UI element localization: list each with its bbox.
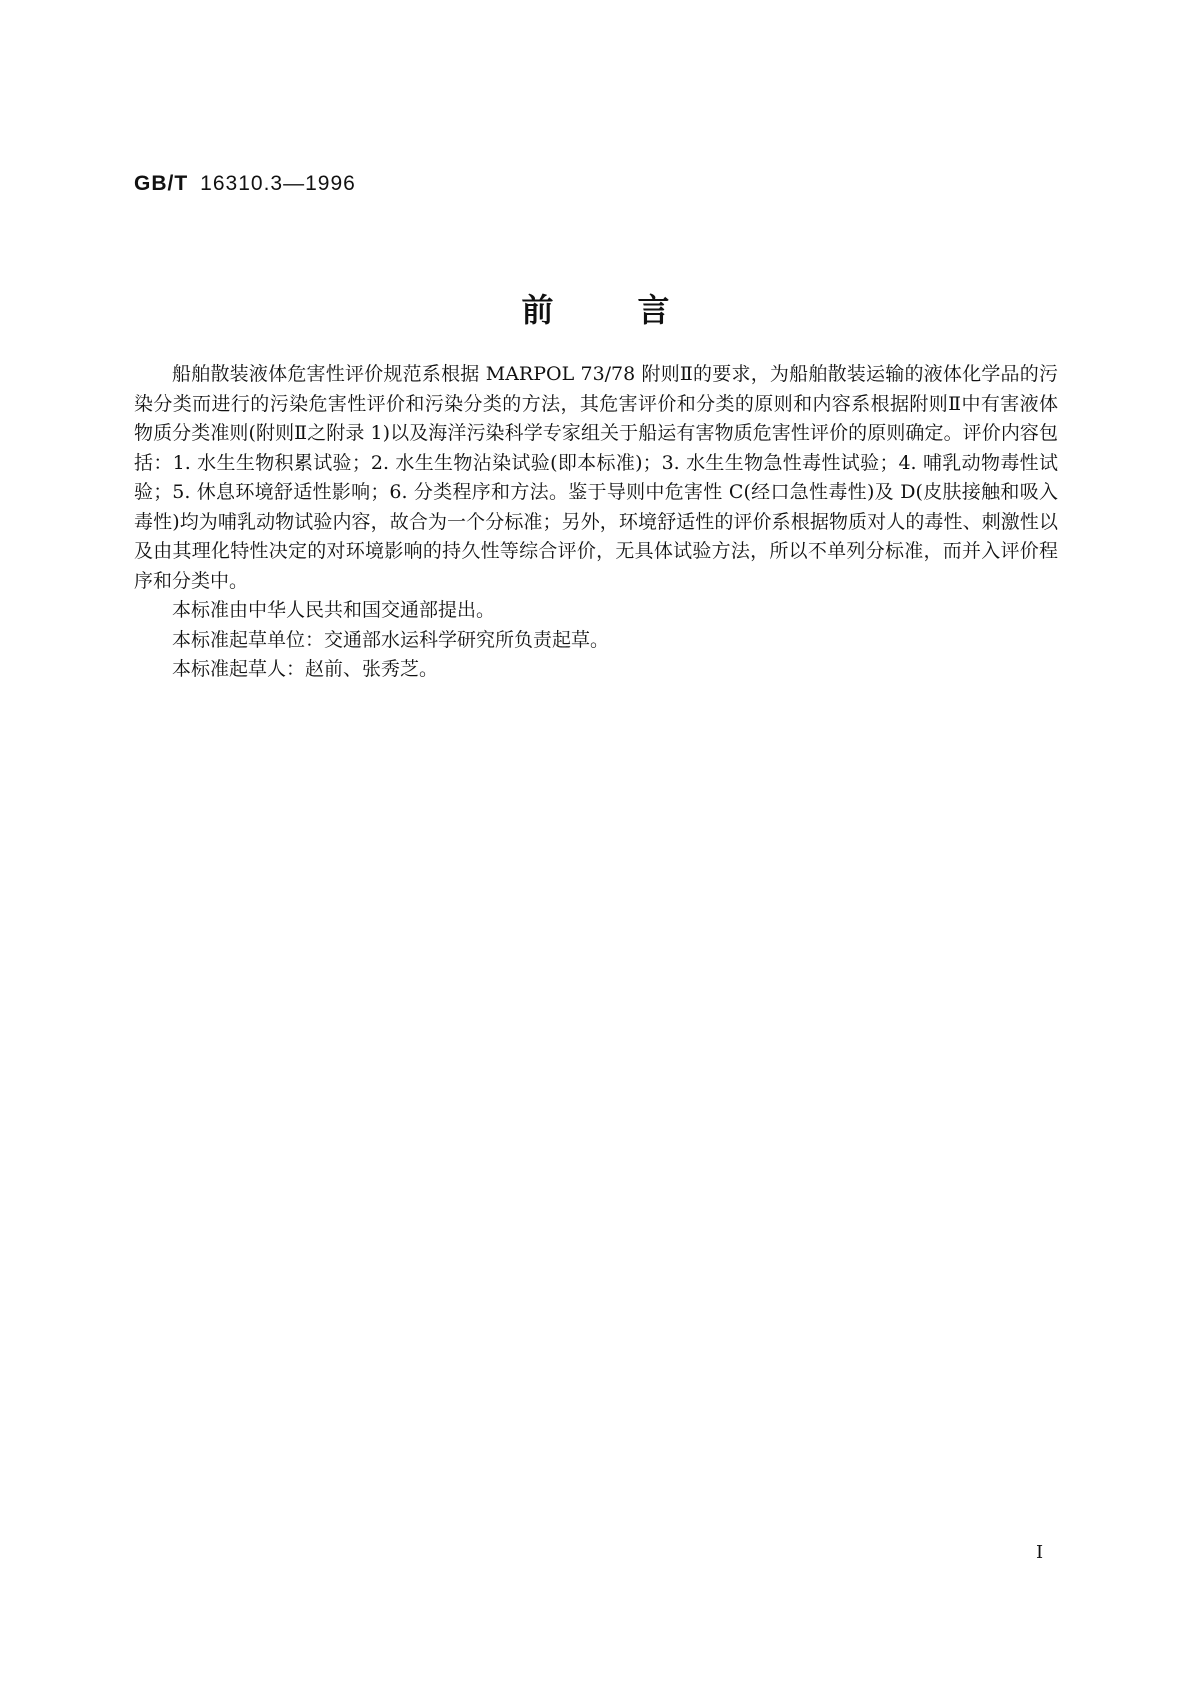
title-char-1: 前	[521, 291, 554, 329]
standard-code-prefix: GB/T	[134, 172, 189, 195]
paragraph-drafting-unit: 本标准起草单位：交通部水运科学研究所负责起草。	[172, 628, 610, 651]
page-number: Ⅰ	[1036, 1542, 1044, 1563]
foreword-body	[134, 360, 1058, 685]
standard-code-number: 16310.3—1996	[200, 172, 356, 195]
standard-code	[134, 172, 356, 196]
paragraph-proposer: 本标准由中华人民共和国交通部提出。	[172, 599, 496, 621]
page-title	[0, 290, 1191, 330]
title-char-2: 言	[637, 291, 670, 329]
paragraph-main: 船舶散装液体危害性评价规范系根据 MARPOL 73/78 附则Ⅱ的要求，为船舶散装运输的液体化学品的污染分类而进行的污染危害性评价和污染分类的方法，其危害评价和分类的原则和内容系根据附则Ⅱ中有害液体物质分类准则(附则Ⅱ之附录 1)以及海洋污染科学专家组关于船运有害物质危害性评价的原则确定。评价内容包括：1. 水生生物积累试验；2. 水生生物沾染试验(即本标准)；3. 水生生物急性毒性试验；4. 哺乳动物毒性试验；5. 休息环境舒适性影响；6. 分类程序和方法。鉴于导则中危害性 C(经口急性毒性)及 D(皮肤接触和吸入毒性)均为哺乳动物试验内容，故合为一个分标准；另外，环境舒适性的评价系根据物质对人的毒性、刺激性以及由其理化特性决定的对环境影响的持久性等综合评价，无具体试验方法，所以不单列分标准，而并入评价程序和分类中。	[134, 363, 1058, 592]
paragraph-drafters: 本标准起草人：赵前、张秀芝。	[172, 658, 439, 680]
